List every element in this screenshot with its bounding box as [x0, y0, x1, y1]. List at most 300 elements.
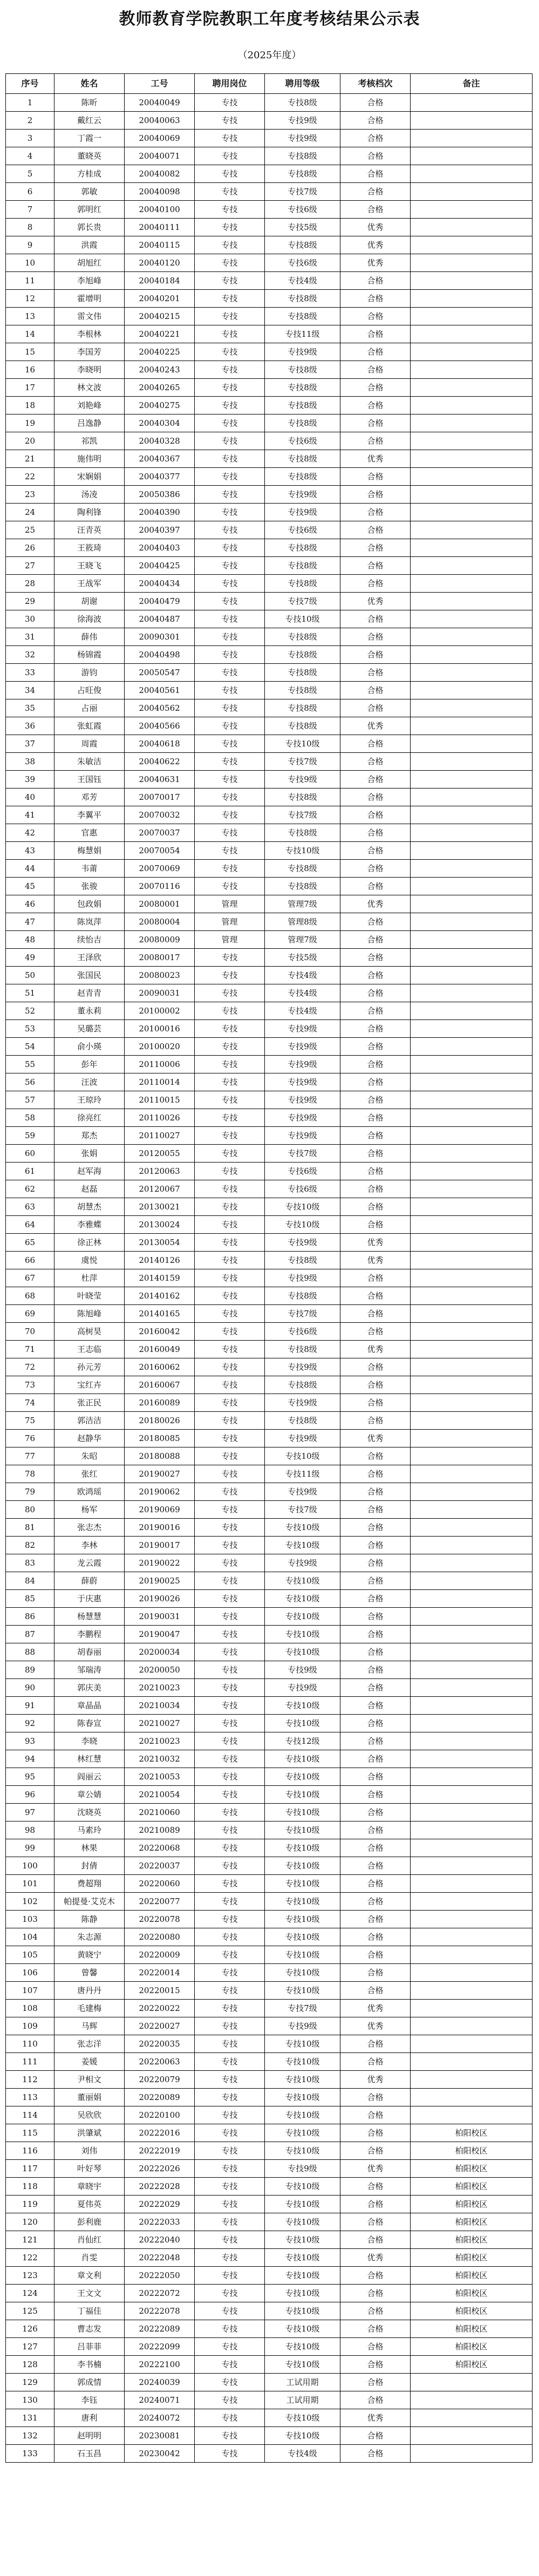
table-row [6, 1643, 533, 1661]
cell-name: 李旭峰 [54, 272, 125, 290]
table-row [6, 414, 533, 432]
cell-post: 专技 [195, 290, 265, 308]
cell-grade: 合格 [340, 486, 411, 504]
cell-staff-id: 20040487 [125, 610, 195, 628]
cell-post: 专技 [195, 664, 265, 682]
cell-seq: 67 [6, 1269, 54, 1287]
cell-level: 专技10级 [265, 2106, 340, 2124]
cell-seq: 90 [6, 1679, 54, 1697]
table-row [6, 1768, 533, 1786]
cell-note [411, 1145, 533, 1163]
cell-staff-id: 20050547 [125, 664, 195, 682]
cell-post: 专技 [195, 1804, 265, 1821]
table-row [6, 1056, 533, 1073]
table-row [6, 1572, 533, 1590]
cell-level: 专技9级 [265, 1430, 340, 1447]
cell-seq: 106 [6, 1964, 54, 1982]
cell-name: 费超翔 [54, 1875, 125, 1893]
cell-level: 专技10级 [265, 2409, 340, 2427]
cell-staff-id: 20040498 [125, 646, 195, 664]
cell-seq: 119 [6, 2196, 54, 2213]
cell-post: 专技 [195, 361, 265, 379]
table-row [6, 1163, 533, 1180]
cell-level: 管理8级 [265, 913, 340, 931]
cell-seq: 31 [6, 628, 54, 646]
cell-staff-id: 20040390 [125, 504, 195, 521]
table-row [6, 1412, 533, 1430]
cell-grade: 合格 [340, 2338, 411, 2356]
cell-post: 专技 [195, 1501, 265, 1519]
cell-grade: 合格 [340, 1928, 411, 1946]
cell-post: 专技 [195, 1198, 265, 1216]
cell-level: 专技9级 [265, 112, 340, 130]
cell-name: 王泽欣 [54, 949, 125, 967]
cell-grade: 优秀 [340, 2409, 411, 2427]
cell-level: 专技10级 [265, 1643, 340, 1661]
cell-note [411, 1109, 533, 1127]
cell-note [411, 1216, 533, 1234]
cell-grade: 合格 [340, 1732, 411, 1750]
cell-level: 专技8级 [265, 557, 340, 575]
cell-note: 柏阳校区 [411, 2356, 533, 2374]
cell-post: 专技 [195, 504, 265, 521]
cell-seq: 47 [6, 913, 54, 931]
cell-name: 毛建梅 [54, 2000, 125, 2017]
cell-level: 专技8级 [265, 717, 340, 735]
cell-seq: 54 [6, 1038, 54, 1056]
cell-name: 吕菲菲 [54, 2338, 125, 2356]
cell-seq: 132 [6, 2427, 54, 2445]
cell-note: 柏阳校区 [411, 2160, 533, 2178]
cell-staff-id: 20220027 [125, 2017, 195, 2035]
cell-staff-id: 20040201 [125, 290, 195, 308]
cell-level: 专技10级 [265, 610, 340, 628]
cell-note [411, 2000, 533, 2017]
cell-grade: 合格 [340, 1412, 411, 1430]
table-row [6, 2213, 533, 2231]
cell-name: 王晓飞 [54, 557, 125, 575]
cell-grade: 合格 [340, 1911, 411, 1928]
cell-level: 专技10级 [265, 1715, 340, 1732]
cell-seq: 116 [6, 2142, 54, 2160]
header-seq: 序号 [6, 74, 54, 94]
cell-note [411, 308, 533, 325]
cell-note [411, 343, 533, 361]
cell-seq: 127 [6, 2338, 54, 2356]
cell-grade: 合格 [340, 2142, 411, 2160]
table-row [6, 2071, 533, 2089]
cell-note [411, 379, 533, 397]
cell-staff-id: 20222026 [125, 2160, 195, 2178]
cell-name: 王琼玲 [54, 1091, 125, 1109]
cell-note [411, 575, 533, 593]
cell-grade: 合格 [340, 1572, 411, 1590]
cell-post: 专技 [195, 1091, 265, 1109]
cell-seq: 85 [6, 1590, 54, 1608]
cell-grade: 合格 [340, 1305, 411, 1323]
cell-seq: 126 [6, 2320, 54, 2338]
cell-level: 专技8级 [265, 682, 340, 699]
cell-grade: 合格 [340, 1038, 411, 1056]
cell-post: 专技 [195, 2302, 265, 2320]
cell-name: 刘艳峰 [54, 397, 125, 414]
cell-staff-id: 20110026 [125, 1109, 195, 1127]
cell-grade: 合格 [340, 913, 411, 931]
cell-name: 陈昕 [54, 94, 125, 112]
cell-staff-id: 20040618 [125, 735, 195, 753]
cell-seq: 75 [6, 1412, 54, 1430]
cell-grade: 合格 [340, 290, 411, 308]
table-row [6, 1109, 533, 1127]
cell-note [411, 789, 533, 806]
cell-name: 董晓英 [54, 147, 125, 165]
cell-name: 曾馨 [54, 1964, 125, 1982]
cell-level: 专技7级 [265, 593, 340, 610]
cell-note [411, 1821, 533, 1839]
cell-grade: 合格 [340, 521, 411, 539]
cell-seq: 33 [6, 664, 54, 682]
cell-level: 专技10级 [265, 1857, 340, 1875]
table-row [6, 664, 533, 682]
cell-level: 专技9级 [265, 1020, 340, 1038]
cell-grade: 合格 [340, 1964, 411, 1982]
cell-post: 专技 [195, 2106, 265, 2124]
cell-grade: 合格 [340, 1483, 411, 1501]
cell-staff-id: 20100020 [125, 1038, 195, 1056]
cell-grade: 合格 [340, 1697, 411, 1715]
cell-seq: 103 [6, 1911, 54, 1928]
cell-grade: 优秀 [340, 895, 411, 913]
cell-seq: 19 [6, 414, 54, 432]
cell-grade: 合格 [340, 325, 411, 343]
table-row [6, 1982, 533, 2000]
cell-grade: 合格 [340, 2427, 411, 2445]
cell-seq: 123 [6, 2267, 54, 2285]
header-note: 备注 [411, 74, 533, 94]
cell-name: 王战军 [54, 575, 125, 593]
cell-post: 管理 [195, 913, 265, 931]
cell-level: 专技10级 [265, 2142, 340, 2160]
cell-name: 官惠 [54, 824, 125, 842]
table-row [6, 931, 533, 949]
cell-seq: 83 [6, 1554, 54, 1572]
cell-note [411, 1341, 533, 1358]
cell-note [411, 1430, 533, 1447]
cell-post: 专技 [195, 183, 265, 201]
page-title: 教师教育学院教职工年度考核结果公示表 [119, 10, 420, 29]
cell-post: 专技 [195, 450, 265, 468]
cell-note [411, 913, 533, 931]
cell-staff-id: 20220014 [125, 1964, 195, 1982]
cell-staff-id: 20190026 [125, 1590, 195, 1608]
cell-staff-id: 20090301 [125, 628, 195, 646]
cell-level: 专技7级 [265, 2000, 340, 2017]
cell-grade: 合格 [340, 1394, 411, 1412]
cell-staff-id: 20040184 [125, 272, 195, 290]
cell-name: 包政娟 [54, 895, 125, 913]
cell-level: 专技8级 [265, 165, 340, 183]
cell-grade: 合格 [340, 664, 411, 682]
cell-staff-id: 20070037 [125, 824, 195, 842]
cell-grade: 合格 [340, 771, 411, 789]
cell-name: 吴璐芸 [54, 1020, 125, 1038]
cell-level: 专技9级 [265, 1056, 340, 1073]
cell-level: 专技10级 [265, 1768, 340, 1786]
cell-staff-id: 20100002 [125, 1002, 195, 1020]
cell-seq: 102 [6, 1893, 54, 1911]
cell-level: 专技10级 [265, 2302, 340, 2320]
cell-post: 专技 [195, 1056, 265, 1073]
cell-level: 专技6级 [265, 432, 340, 450]
table-row [6, 2106, 533, 2124]
cell-name: 胡旭红 [54, 254, 125, 272]
table-row [6, 2178, 533, 2196]
cell-seq: 62 [6, 1180, 54, 1198]
cell-name: 占丽 [54, 699, 125, 717]
cell-name: 高树昊 [54, 1323, 125, 1341]
cell-post: 专技 [195, 2142, 265, 2160]
cell-level: 专技8级 [265, 824, 340, 842]
cell-note [411, 1608, 533, 1626]
cell-level: 专技10级 [265, 2035, 340, 2053]
cell-grade: 合格 [340, 1269, 411, 1287]
cell-note [411, 1964, 533, 1982]
cell-name: 阎丽云 [54, 1768, 125, 1786]
cell-staff-id: 20220080 [125, 1928, 195, 1946]
cell-grade: 合格 [340, 1643, 411, 1661]
cell-level: 专技7级 [265, 1145, 340, 1163]
cell-note: 柏阳校区 [411, 2124, 533, 2142]
cell-post: 专技 [195, 2231, 265, 2249]
cell-grade: 合格 [340, 984, 411, 1002]
table-row [6, 967, 533, 984]
cell-grade: 合格 [340, 1358, 411, 1376]
cell-staff-id: 20040100 [125, 201, 195, 219]
table-row [6, 468, 533, 486]
cell-post: 专技 [195, 2053, 265, 2071]
cell-seq: 55 [6, 1056, 54, 1073]
cell-grade: 合格 [340, 1163, 411, 1180]
cell-staff-id: 20220100 [125, 2106, 195, 2124]
table-row [6, 575, 533, 593]
cell-grade: 合格 [340, 112, 411, 130]
cell-note: 柏阳校区 [411, 2196, 533, 2213]
cell-seq: 78 [6, 1465, 54, 1483]
table-row [6, 379, 533, 397]
cell-note [411, 806, 533, 824]
cell-note: 柏阳校区 [411, 2231, 533, 2249]
cell-level: 专技12级 [265, 1732, 340, 1750]
table-row [6, 593, 533, 610]
cell-staff-id: 20210089 [125, 1821, 195, 1839]
table-row [6, 2017, 533, 2035]
cell-level: 专技8级 [265, 308, 340, 325]
cell-name: 王筱琦 [54, 539, 125, 557]
cell-seq: 133 [6, 2445, 54, 2463]
cell-grade: 合格 [340, 682, 411, 699]
cell-grade: 优秀 [340, 1341, 411, 1358]
cell-name: 李书楠 [54, 2356, 125, 2374]
cell-grade: 合格 [340, 2196, 411, 2213]
table-row [6, 789, 533, 806]
cell-level: 专技8级 [265, 628, 340, 646]
cell-seq: 28 [6, 575, 54, 593]
cell-staff-id: 20080017 [125, 949, 195, 967]
cell-grade: 合格 [340, 2053, 411, 2071]
cell-level: 专技10级 [265, 1537, 340, 1554]
cell-post: 专技 [195, 1412, 265, 1430]
cell-level: 专技10级 [265, 2053, 340, 2071]
table-row [6, 2124, 533, 2142]
cell-note [411, 1234, 533, 1252]
cell-note [411, 1020, 533, 1038]
table-row [6, 486, 533, 504]
table-row [6, 1073, 533, 1091]
cell-level: 专技8级 [265, 1287, 340, 1305]
cell-staff-id: 20040397 [125, 521, 195, 539]
table-row [6, 878, 533, 895]
cell-seq: 77 [6, 1447, 54, 1465]
cell-name: 肖仙红 [54, 2231, 125, 2249]
table-row [6, 2302, 533, 2320]
cell-grade: 优秀 [340, 593, 411, 610]
cell-note [411, 878, 533, 895]
cell-grade: 合格 [340, 1857, 411, 1875]
cell-grade: 合格 [340, 949, 411, 967]
table-row [6, 1750, 533, 1768]
cell-note [411, 753, 533, 771]
cell-staff-id: 20190016 [125, 1519, 195, 1537]
cell-name: 马辉 [54, 2017, 125, 2035]
cell-grade: 合格 [340, 1216, 411, 1234]
cell-post: 专技 [195, 1679, 265, 1697]
cell-name: 李根林 [54, 325, 125, 343]
cell-name: 张志杰 [54, 1519, 125, 1537]
cell-name: 徐正林 [54, 1234, 125, 1252]
cell-name: 徐海波 [54, 610, 125, 628]
cell-post: 专技 [195, 147, 265, 165]
cell-level: 专技10级 [265, 1519, 340, 1537]
cell-note: 柏阳校区 [411, 2320, 533, 2338]
cell-name: 李钰 [54, 2391, 125, 2409]
cell-post: 专技 [195, 753, 265, 771]
cell-grade: 合格 [340, 468, 411, 486]
cell-note [411, 414, 533, 432]
cell-level: 专技8级 [265, 1412, 340, 1430]
cell-name: 林文波 [54, 379, 125, 397]
table-row [6, 771, 533, 789]
cell-seq: 36 [6, 717, 54, 735]
cell-note [411, 468, 533, 486]
cell-level: 专技10级 [265, 2427, 340, 2445]
cell-name: 章晶晶 [54, 1697, 125, 1715]
cell-seq: 65 [6, 1234, 54, 1252]
table-row [6, 2035, 533, 2053]
cell-seq: 45 [6, 878, 54, 895]
cell-grade: 合格 [340, 753, 411, 771]
cell-staff-id: 20222040 [125, 2231, 195, 2249]
cell-level: 专技8级 [265, 361, 340, 379]
cell-level: 专技8级 [265, 575, 340, 593]
cell-staff-id: 20180088 [125, 1447, 195, 1465]
cell-name: 郭庆美 [54, 1679, 125, 1697]
cell-note [411, 1091, 533, 1109]
cell-post: 专技 [195, 2124, 265, 2142]
cell-post: 专技 [195, 1483, 265, 1501]
cell-post: 专技 [195, 2445, 265, 2463]
cell-grade: 合格 [340, 1750, 411, 1768]
cell-staff-id: 20040434 [125, 575, 195, 593]
cell-post: 专技 [195, 539, 265, 557]
cell-seq: 7 [6, 201, 54, 219]
cell-post: 专技 [195, 2196, 265, 2213]
cell-seq: 87 [6, 1626, 54, 1643]
cell-note [411, 1857, 533, 1875]
cell-grade: 优秀 [340, 254, 411, 272]
table-row [6, 628, 533, 646]
cell-name: 杨慧慧 [54, 1608, 125, 1626]
header-post: 聘用岗位 [195, 74, 265, 94]
cell-seq: 40 [6, 789, 54, 806]
cell-seq: 13 [6, 308, 54, 325]
cell-seq: 53 [6, 1020, 54, 1038]
cell-note [411, 949, 533, 967]
cell-post: 专技 [195, 1928, 265, 1946]
cell-name: 夏伟英 [54, 2196, 125, 2213]
cell-seq: 26 [6, 539, 54, 557]
cell-staff-id: 20222099 [125, 2338, 195, 2356]
cell-staff-id: 20040071 [125, 147, 195, 165]
cell-note [411, 610, 533, 628]
cell-level: 专技10级 [265, 2231, 340, 2249]
table-row [6, 1269, 533, 1287]
table-row [6, 2160, 533, 2178]
cell-note [411, 1875, 533, 1893]
cell-name: 吕逸静 [54, 414, 125, 432]
cell-staff-id: 20130024 [125, 1216, 195, 1234]
cell-name: 王志临 [54, 1341, 125, 1358]
table-row [6, 183, 533, 201]
cell-staff-id: 20040115 [125, 236, 195, 254]
cell-staff-id: 20040265 [125, 379, 195, 397]
cell-note: 柏阳校区 [411, 2267, 533, 2285]
table-row [6, 1020, 533, 1038]
cell-seq: 71 [6, 1341, 54, 1358]
cell-seq: 110 [6, 2035, 54, 2053]
table-body [6, 94, 533, 2463]
cell-staff-id: 20210053 [125, 1768, 195, 1786]
cell-seq: 117 [6, 2160, 54, 2178]
cell-grade: 合格 [340, 1145, 411, 1163]
cell-level: 专技10级 [265, 2267, 340, 2285]
cell-name: 赵军海 [54, 1163, 125, 1180]
cell-note [411, 771, 533, 789]
cell-seq: 24 [6, 504, 54, 521]
cell-seq: 74 [6, 1394, 54, 1412]
cell-post: 专技 [195, 984, 265, 1002]
cell-level: 专技8级 [265, 290, 340, 308]
cell-post: 专技 [195, 1608, 265, 1626]
cell-post: 专技 [195, 2089, 265, 2106]
cell-seq: 80 [6, 1501, 54, 1519]
cell-staff-id: 20220060 [125, 1875, 195, 1893]
cell-level: 专技11级 [265, 325, 340, 343]
cell-seq: 82 [6, 1537, 54, 1554]
cell-note [411, 2445, 533, 2463]
cell-post: 专技 [195, 2356, 265, 2374]
cell-staff-id: 20210032 [125, 1750, 195, 1768]
cell-level: 专技9级 [265, 2160, 340, 2178]
